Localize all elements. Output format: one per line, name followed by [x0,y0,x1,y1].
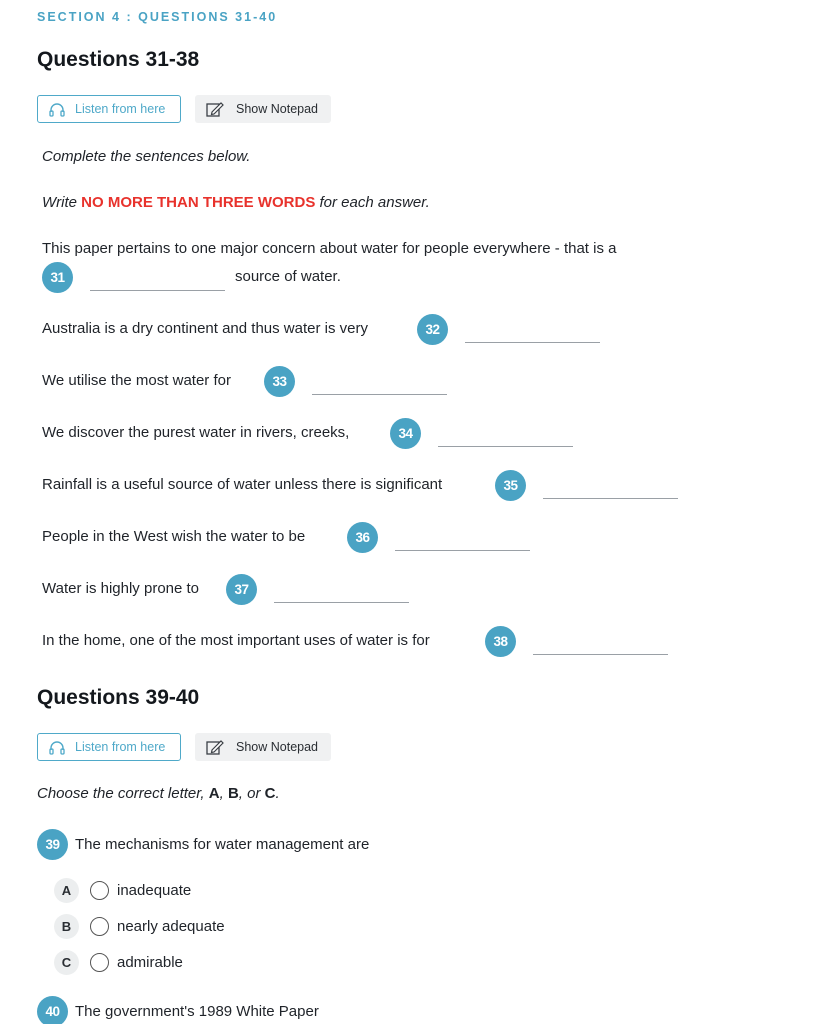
q31-text-after: source of water. [235,268,341,285]
q37-answer-field[interactable] [274,602,409,603]
notepad-pencil-icon [206,739,224,755]
q34-answer-field[interactable] [438,446,573,447]
choose-letter-instruction: Choose the correct letter, A, B, or C. [37,785,280,802]
option-c-letter: C [54,950,79,975]
word-limit-instruction: Write NO MORE THAN THREE WORDS for each answer. [42,194,430,211]
q38-number-badge: 38 [485,626,516,657]
q34-text: We discover the purest water in rivers, creeks, [42,424,350,441]
questions-31-38-heading: Questions 31-38 [37,48,200,71]
questions-39-40-heading: Questions 39-40 [37,686,200,709]
q31-text: This paper pertains to one major concern about water for people everywhere - that is a [42,240,617,257]
q36-number-badge: 36 [347,522,378,553]
q37-number-badge: 37 [226,574,257,605]
option-b-radio[interactable] [90,917,109,936]
q35-answer-field[interactable] [543,498,678,499]
q32-text: Australia is a dry continent and thus water is very [42,320,368,337]
listen-from-here-button-2[interactable] [37,733,181,761]
notepad-button-label: Show Notepad [236,102,319,116]
q40-number-badge: 40 [37,996,68,1024]
listen-button-label: Listen from here [75,740,166,754]
option-a-letter: A [54,878,79,903]
option-b-text[interactable]: nearly adequate [117,918,225,935]
q31-answer-field[interactable] [90,290,225,291]
option-a-radio[interactable] [90,881,109,900]
show-notepad-button-2[interactable] [195,733,331,761]
headphones-icon [49,102,65,117]
q33-number-badge: 33 [264,366,295,397]
option-b-letter: B [54,914,79,939]
headphones-icon [49,740,65,755]
q32-number-badge: 32 [417,314,448,345]
notepad-pencil-icon [206,101,224,117]
q39-text: The mechanisms for water management are [75,836,370,853]
notepad-button-label: Show Notepad [236,740,319,754]
word-limit-emphasis: NO MORE THAN THREE WORDS [81,194,316,211]
q36-answer-field[interactable] [395,550,530,551]
section-label: SECTION 4 : QUESTIONS 31-40 [37,10,278,24]
listen-button-label: Listen from here [75,102,166,116]
option-c-radio[interactable] [90,953,109,972]
option-c-text[interactable]: admirable [117,954,183,971]
q35-text: Rainfall is a useful source of water unless there is significant [42,476,443,493]
q38-answer-field[interactable] [533,654,668,655]
instruction-text: Complete the sentences below. [42,148,251,165]
q31-number-badge: 31 [42,262,73,293]
q32-answer-field[interactable] [465,342,600,343]
q39-number-badge: 39 [37,829,68,860]
q38-text: In the home, one of the most important uses of water is for [42,632,430,649]
q36-text: People in the West wish the water to be [42,528,306,545]
q40-text: The government's 1989 White Paper [75,1003,319,1020]
show-notepad-button[interactable] [195,95,331,123]
q33-text: We utilise the most water for [42,372,231,389]
q37-text: Water is highly prone to [42,580,200,597]
option-a-text[interactable]: inadequate [117,882,192,899]
listen-from-here-button[interactable] [37,95,181,123]
q33-answer-field[interactable] [312,394,447,395]
q35-number-badge: 35 [495,470,526,501]
q34-number-badge: 34 [390,418,421,449]
